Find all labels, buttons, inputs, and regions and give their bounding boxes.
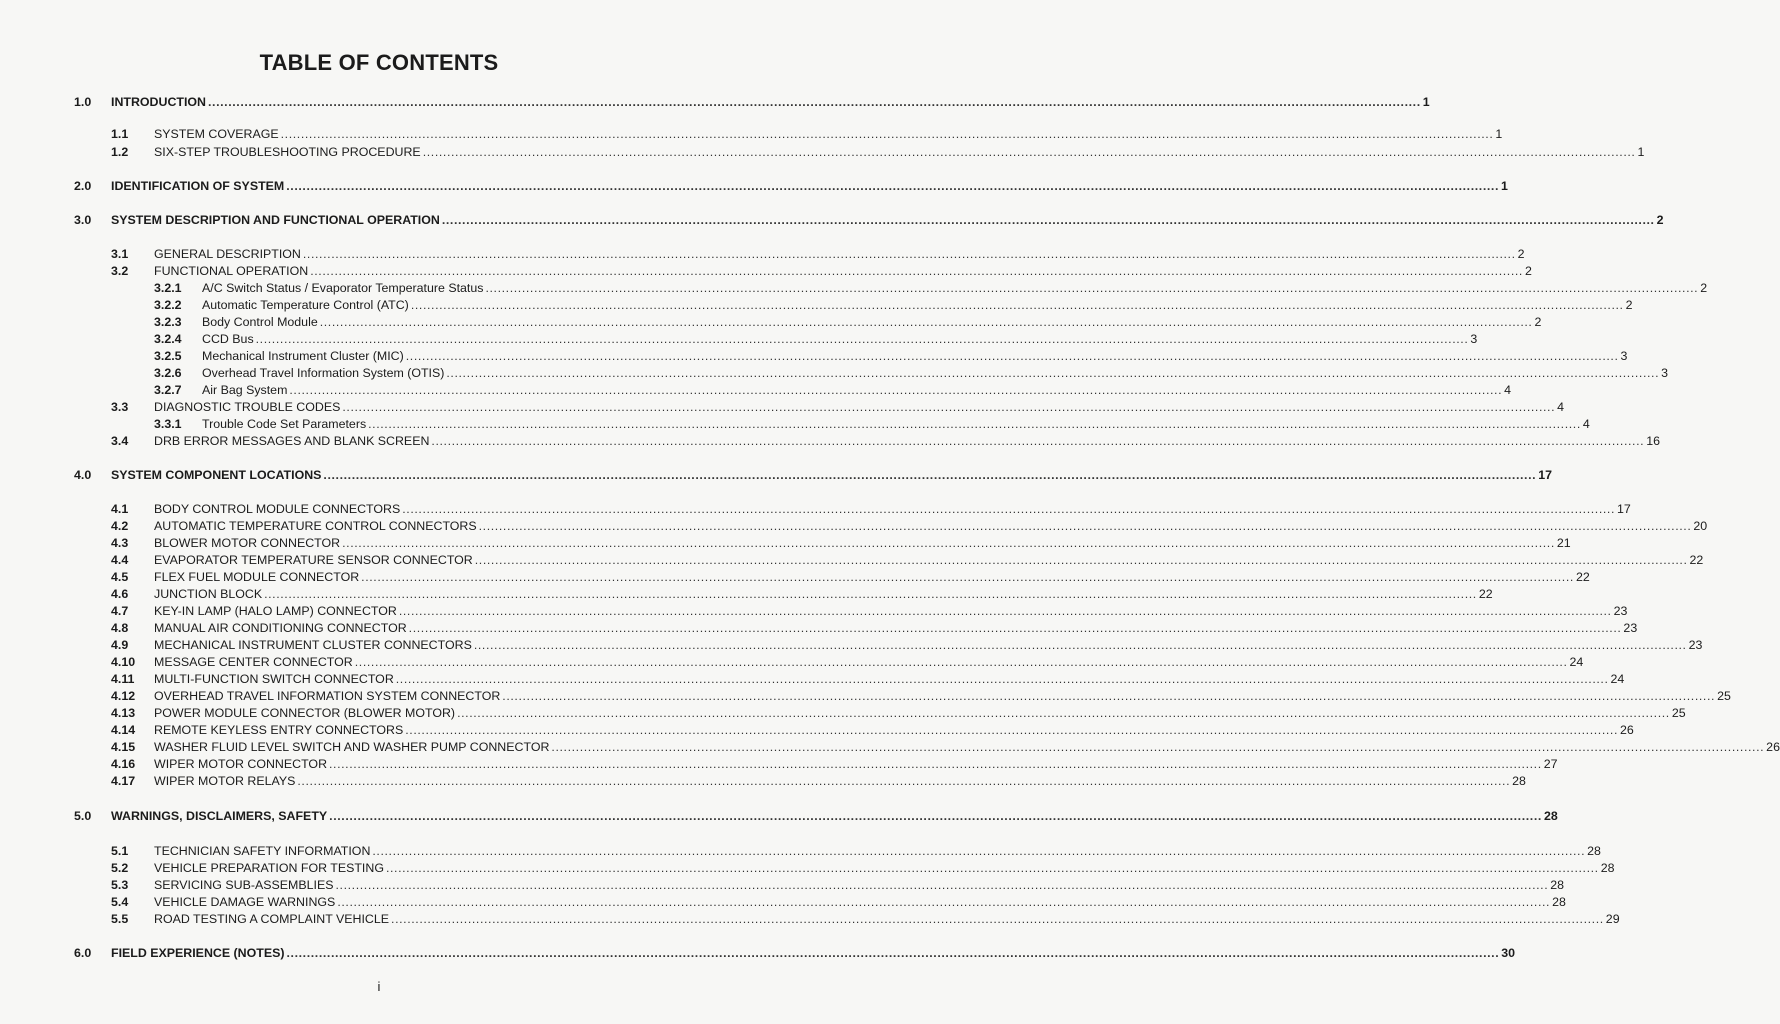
toc-entry-number: 4.11	[111, 672, 135, 686]
dot-leader: ............................................................................................................................................................................................................................................................................................................	[323, 468, 1537, 482]
toc-entry-number: 4.4	[111, 553, 129, 567]
dot-leader: ............................................................................................................................................................................................................................................................................................................	[310, 264, 1523, 278]
toc-entry-label: SYSTEM DESCRIPTION AND FUNCTIONAL OPERATION	[111, 213, 440, 227]
toc-entry[interactable]	[0, 314, 1542, 330]
toc-entry-label: AUTOMATIC TEMPERATURE CONTROL CONNECTORS	[154, 519, 477, 533]
toc-entry-page: 23	[1623, 621, 1638, 635]
dot-leader: ............................................................................................................................................................................................................................................................................................................	[391, 912, 1604, 926]
dot-leader: ............................................................................................................................................................................................................................................................................................................	[385, 861, 1599, 875]
toc-entry-line	[154, 637, 1703, 653]
toc-entry-number: 5.2	[111, 861, 129, 875]
toc-entry-label: GENERAL DESCRIPTION	[154, 247, 301, 261]
dot-leader: ............................................................................................................................................................................................................................................................................................................	[297, 774, 1511, 788]
toc-entry[interactable]	[0, 467, 1552, 483]
toc-entry-line	[154, 586, 1493, 602]
toc-entry-line	[111, 178, 1508, 194]
toc-entry-label: SERVICING SUB-ASSEMBLIES	[154, 878, 334, 892]
dot-leader: ............................................................................................................................................................................................................................................................................................................	[354, 655, 1568, 669]
toc-entry[interactable]	[0, 399, 1565, 415]
page-number: i	[377, 979, 381, 994]
toc-entry-line	[202, 280, 1708, 296]
toc-entry-page: 23	[1613, 604, 1628, 618]
dot-leader: ............................................................................................................................................................................................................................................................................................................	[474, 553, 1688, 567]
toc-entry-number: 3.4	[111, 434, 129, 448]
toc-entry-line	[202, 331, 1478, 347]
toc-entry-label: Automatic Temperature Control (ATC)	[202, 298, 409, 312]
dot-leader: ............................................................................................................................................................................................................................................................................................................	[408, 621, 1622, 635]
toc-entry-label: FIELD EXPERIENCE (NOTES)	[111, 946, 285, 960]
toc-entry-number: 4.6	[111, 587, 129, 601]
toc-entry[interactable]	[0, 552, 1704, 568]
toc-entry[interactable]	[0, 586, 1493, 602]
toc-entry-number: 4.9	[111, 638, 129, 652]
toc-entry-line	[202, 382, 1512, 398]
toc-entry[interactable]	[0, 365, 1669, 381]
toc-entry-line	[202, 314, 1542, 330]
toc-entry-page: 1	[1495, 127, 1503, 141]
toc-entry-label: Trouble Code Set Parameters	[202, 417, 367, 431]
toc-entry[interactable]	[0, 518, 1708, 534]
dot-leader: ............................................................................................................................................................................................................................................................................................................	[337, 895, 1551, 909]
toc-entry-number: 6.0	[74, 946, 92, 960]
dot-leader: ............................................................................................................................................................................................................................................................................................................	[329, 757, 1542, 771]
toc-entry-page: 24	[1610, 672, 1625, 686]
toc-entry-label: KEY-IN LAMP (HALO LAMP) CONNECTOR	[154, 604, 397, 618]
toc-entry-line	[154, 705, 1686, 721]
toc-entry[interactable]	[0, 688, 1731, 704]
toc-entry[interactable]	[0, 433, 1660, 449]
toc-entry-number: 4.5	[111, 570, 129, 584]
toc-entry[interactable]	[0, 843, 1601, 859]
toc-entry-page: 3	[1470, 332, 1478, 346]
toc-entry[interactable]	[0, 569, 1590, 585]
toc-entry-label: FLEX FUEL MODULE CONNECTOR	[154, 570, 360, 584]
toc-entry[interactable]	[0, 945, 1516, 961]
toc-entry-number: 5.5	[111, 912, 129, 926]
toc-entry[interactable]	[0, 860, 1615, 876]
toc-entry[interactable]	[0, 382, 1512, 398]
toc-entry-page: 22	[1689, 553, 1704, 567]
toc-entry-page: 2	[1524, 264, 1532, 278]
dot-leader: ............................................................................................................................................................................................................................................................................................................	[289, 383, 1503, 397]
toc-entry-number: 4.2	[111, 519, 129, 533]
dot-leader: ............................................................................................................................................................................................................................................................................................................	[398, 604, 1612, 618]
toc-entry-page: 28	[1600, 861, 1615, 875]
toc-entry-number: 4.17	[111, 774, 136, 788]
dot-leader: ............................................................................................................................................................................................................................................................................................................	[410, 298, 1624, 312]
toc-entry-page: 1	[1422, 95, 1430, 109]
toc-entry-line	[202, 348, 1628, 364]
toc-entry-label: REMOTE KEYLESS ENTRY CONNECTORS	[154, 723, 404, 737]
toc-entry-line	[154, 552, 1704, 568]
toc-entry-number: 3.3	[111, 400, 129, 414]
toc-entry-line	[202, 297, 1633, 313]
toc-entry-page: 2	[1625, 298, 1633, 312]
toc-entry-label: FUNCTIONAL OPERATION	[154, 264, 309, 278]
toc-entry-number: 4.8	[111, 621, 129, 635]
toc-entry-page: 2	[1700, 281, 1708, 295]
dot-leader: ............................................................................................................................................................................................................................................................................................................	[280, 127, 1494, 141]
toc-entry[interactable]	[0, 297, 1633, 313]
toc-entry-line	[154, 144, 1645, 160]
toc-entry-line	[154, 518, 1708, 534]
toc-entry-page: 28	[1552, 895, 1566, 909]
toc-entry[interactable]	[0, 246, 1525, 262]
toc-entry-page: 20	[1693, 519, 1708, 533]
toc-entry-line	[154, 894, 1566, 910]
toc-entry-label: MESSAGE CENTER CONNECTOR	[154, 655, 353, 669]
toc-entry-number: 5.0	[74, 809, 92, 823]
toc-entry-page: 25	[1671, 706, 1686, 720]
toc-entry[interactable]	[0, 416, 1590, 432]
toc-entry-line	[111, 808, 1558, 824]
toc-entry-number: 4.14	[111, 723, 136, 737]
toc-entry[interactable]	[0, 620, 1638, 636]
toc-entry-line	[154, 569, 1590, 585]
toc-entry-page: 28	[1543, 809, 1558, 823]
toc-entry-label: MANUAL AIR CONDITIONING CONNECTOR	[154, 621, 407, 635]
page-title: TABLE OF CONTENTS	[259, 50, 499, 75]
toc-entry[interactable]	[0, 348, 1628, 364]
toc-entry-page: 2	[1656, 213, 1664, 227]
toc-entry-number: 4.0	[74, 468, 92, 482]
toc-entry-page: 22	[1478, 587, 1493, 601]
toc-entry-label: IDENTIFICATION OF SYSTEM	[111, 179, 285, 193]
dot-leader: ............................................................................................................................................................................................................................................................................................................	[441, 213, 1655, 227]
toc-entry-line	[154, 739, 1780, 755]
toc-entry[interactable]	[0, 178, 1508, 194]
dot-leader: ............................................................................................................................................................................................................................................................................................................	[446, 366, 1660, 380]
toc-entry-number: 3.2	[111, 264, 129, 278]
dot-leader: ............................................................................................................................................................................................................................................................................................................	[208, 95, 1421, 109]
toc-entry[interactable]	[0, 894, 1566, 910]
toc-entry-page: 2	[1517, 247, 1525, 261]
toc-entry-page: 25	[1717, 689, 1731, 703]
dot-leader: ............................................................................................................................................................................................................................................................................................................	[335, 878, 1549, 892]
toc-entry-line	[154, 860, 1615, 876]
toc-entry[interactable]	[0, 756, 1558, 772]
toc-entry-label: WIPER MOTOR CONNECTOR	[154, 757, 328, 771]
dot-leader: ............................................................................................................................................................................................................................................................................................................	[473, 638, 1687, 652]
toc-entry-number: 1.1	[111, 127, 129, 141]
toc-entry-label: VEHICLE PREPARATION FOR TESTING	[154, 861, 384, 875]
toc-entry-label: POWER MODULE CONNECTOR (BLOWER MOTOR)	[154, 706, 456, 720]
toc-entry-line	[154, 501, 1631, 517]
toc-entry-page: 3	[1620, 349, 1628, 363]
toc-entry[interactable]	[0, 705, 1686, 721]
toc-entry-page: 22	[1575, 570, 1590, 584]
toc-entry-label: CCD Bus	[202, 332, 254, 346]
dot-leader: ............................................................................................................................................................................................................................................................................................................	[302, 247, 1516, 261]
toc-entry-number: 4.7	[111, 604, 129, 618]
toc-entry[interactable]	[0, 773, 1526, 789]
toc-entry[interactable]	[0, 535, 1571, 551]
toc-entry-number: 4.1	[111, 502, 129, 516]
toc-entry-page: 1	[1501, 179, 1508, 193]
toc-entry-number: 5.4	[111, 895, 129, 909]
dot-leader: ............................................................................................................................................................................................................................................................................................................	[405, 723, 1619, 737]
toc-entry-page: 28	[1587, 844, 1601, 858]
toc-entry[interactable]	[0, 722, 1634, 738]
toc-entry-page: 17	[1538, 468, 1552, 482]
toc-entry-line	[154, 399, 1565, 415]
toc-entry-line	[154, 756, 1558, 772]
dot-leader: ............................................................................................................................................................................................................................................................................................................	[372, 844, 1586, 858]
dot-leader: ............................................................................................................................................................................................................................................................................................................	[286, 946, 1500, 960]
toc-entry-page: 27	[1543, 757, 1558, 771]
toc-entry[interactable]	[0, 671, 1625, 687]
toc-entry-label: BODY CONTROL MODULE CONNECTORS	[154, 502, 401, 516]
toc-entry-line	[111, 212, 1664, 228]
toc-entry-label: OVERHEAD TRAVEL INFORMATION SYSTEM CONNECTOR	[154, 689, 501, 703]
toc-entry-line	[154, 535, 1571, 551]
toc-entry[interactable]	[0, 911, 1620, 927]
dot-leader: ............................................................................................................................................................................................................................................................................................................	[478, 519, 1692, 533]
toc-entry-line	[111, 467, 1552, 483]
toc-entry-line	[111, 94, 1430, 110]
toc-entry-label: Mechanical Instrument Cluster (MIC)	[202, 349, 404, 363]
toc-entry[interactable]	[0, 144, 1645, 160]
toc-entry-label: BLOWER MOTOR CONNECTOR	[154, 536, 341, 550]
toc-entry-number: 5.1	[111, 844, 129, 858]
dot-leader: ............................................................................................................................................................................................................................................................................................................	[431, 434, 1645, 448]
toc-entry-label: MULTI-FUNCTION SWITCH CONNECTOR	[154, 672, 394, 686]
toc-entry-line	[154, 126, 1503, 142]
toc-entry-line	[154, 246, 1525, 262]
toc-entry-label: JUNCTION BLOCK	[154, 587, 263, 601]
toc-entry-label: TECHNICIAN SAFETY INFORMATION	[154, 844, 371, 858]
toc-entry-label: DRB ERROR MESSAGES AND BLANK SCREEN	[154, 434, 430, 448]
toc-entry-page: 29	[1605, 912, 1620, 926]
dot-leader: ............................................................................................................................................................................................................................................................................................................	[319, 315, 1533, 329]
toc-entry[interactable]	[0, 126, 1503, 142]
toc-entry-page: 16	[1646, 434, 1660, 448]
toc-entry-line	[154, 688, 1731, 704]
toc-entry-page: 4	[1504, 383, 1512, 397]
toc-entry[interactable]	[0, 877, 1565, 893]
toc-entry-line	[154, 263, 1532, 279]
toc-entry-page: 28	[1550, 878, 1565, 892]
toc-entry[interactable]	[0, 808, 1558, 824]
toc-entry[interactable]	[0, 94, 1430, 110]
toc-entry-label: MECHANICAL INSTRUMENT CLUSTER CONNECTORS	[154, 638, 472, 652]
toc-entry-number: 3.0	[74, 213, 92, 227]
dot-leader: ............................................................................................................................................................................................................................................................................................................	[402, 502, 1616, 516]
dot-leader: ............................................................................................................................................................................................................................................................................................................	[405, 349, 1619, 363]
toc-entry-label: INTRODUCTION	[111, 95, 206, 109]
toc-entry-line	[154, 654, 1584, 670]
toc-entry-page: 4	[1557, 400, 1565, 414]
toc-entry-number: 3.1	[111, 247, 129, 261]
toc-entry-label: WIPER MOTOR RELAYS	[154, 774, 296, 788]
toc-entry-label: EVAPORATOR TEMPERATURE SENSOR CONNECTOR	[154, 553, 473, 567]
toc-entry-label: SYSTEM COMPONENT LOCATIONS	[111, 468, 322, 482]
toc-entry-number: 3.2.4	[154, 332, 182, 346]
toc-entry-page: 24	[1569, 655, 1584, 669]
toc-entry-label: SIX-STEP TROUBLESHOOTING PROCEDURE	[154, 145, 421, 159]
toc-entry-label: VEHICLE DAMAGE WARNINGS	[154, 895, 336, 909]
dot-leader: ............................................................................................................................................................................................................................................................................................................	[286, 179, 1500, 193]
toc-entry[interactable]	[0, 331, 1478, 347]
toc-entry-number: 2.0	[74, 179, 92, 193]
dot-leader: ............................................................................................................................................................................................................................................................................................................	[368, 417, 1581, 431]
dot-leader: ............................................................................................................................................................................................................................................................................................................	[502, 689, 1716, 703]
toc-entry-label: WARNINGS, DISCLAIMERS, SAFETY	[111, 809, 328, 823]
toc-entry-line	[202, 416, 1590, 432]
dot-leader: ............................................................................................................................................................................................................................................................................................................	[485, 281, 1699, 295]
dot-leader: ............................................................................................................................................................................................................................................................................................................	[255, 332, 1469, 346]
toc-entry-page: 23	[1688, 638, 1703, 652]
toc-entry-label: SYSTEM COVERAGE	[154, 127, 279, 141]
dot-leader: ............................................................................................................................................................................................................................................................................................................	[395, 672, 1609, 686]
dot-leader: ............................................................................................................................................................................................................................................................................................................	[361, 570, 1574, 584]
dot-leader: ............................................................................................................................................................................................................................................................................................................	[342, 400, 1556, 414]
toc-entry-page: 26	[1620, 723, 1634, 737]
dot-leader: ............................................................................................................................................................................................................................................................................................................	[422, 145, 1636, 159]
toc-entry-page: 17	[1617, 502, 1631, 516]
toc-entry-line	[154, 671, 1625, 687]
toc-entry-line	[111, 945, 1516, 961]
dot-leader: ............................................................................................................................................................................................................................................................................................................	[551, 740, 1765, 754]
toc-entry-number: 1.2	[111, 145, 129, 159]
toc-entry-number: 1.0	[74, 95, 92, 109]
toc-entry-line	[154, 773, 1526, 789]
toc-entry[interactable]	[0, 739, 1780, 755]
toc-entry-line	[202, 365, 1669, 381]
toc-entry[interactable]	[0, 654, 1584, 670]
toc-entry-page: 4	[1582, 417, 1590, 431]
toc-entry-line	[154, 877, 1565, 893]
toc-entry-label: Air Bag System	[202, 383, 288, 397]
toc-entry[interactable]	[0, 501, 1631, 517]
toc-entry-label: A/C Switch Status / Evaporator Temperature Status	[202, 281, 484, 295]
toc-entry[interactable]	[0, 212, 1664, 228]
toc-entry-page: 3	[1661, 366, 1669, 380]
toc-entry-number: 4.3	[111, 536, 129, 550]
toc-entry-label: DIAGNOSTIC TROUBLE CODES	[154, 400, 341, 414]
dot-leader: ............................................................................................................................................................................................................................................................................................................	[457, 706, 1670, 720]
toc-entry-number: 4.16	[111, 757, 136, 771]
toc-entry-page: 30	[1501, 946, 1516, 960]
toc-entry-number: 3.2.3	[154, 315, 182, 329]
toc-entry-number: 3.2.5	[154, 349, 182, 363]
toc-entry-number: 5.3	[111, 878, 129, 892]
toc-entry-number: 3.2.2	[154, 298, 182, 312]
toc-entry-line	[154, 843, 1601, 859]
toc-entry-line	[154, 433, 1660, 449]
dot-leader: ............................................................................................................................................................................................................................................................................................................	[342, 536, 1555, 550]
toc-entry-page: 26	[1766, 740, 1780, 754]
toc-entry-number: 3.2.6	[154, 366, 182, 380]
dot-leader: ............................................................................................................................................................................................................................................................................................................	[329, 809, 1542, 823]
toc-entry-number: 3.2.7	[154, 383, 182, 397]
toc-entry-number: 4.12	[111, 689, 136, 703]
toc-entry-number: 4.13	[111, 706, 136, 720]
toc-entry-line	[154, 620, 1638, 636]
toc-entry-line	[154, 911, 1620, 927]
toc-entry-page: 2	[1534, 315, 1542, 329]
toc-entry[interactable]	[0, 263, 1532, 279]
toc-entry-line	[154, 722, 1634, 738]
toc-entry[interactable]	[0, 603, 1628, 619]
toc-entry-page: 21	[1556, 536, 1571, 550]
toc-entry-number: 3.3.1	[154, 417, 182, 431]
toc-entry-number: 4.15	[111, 740, 136, 754]
toc-entry-line	[154, 603, 1628, 619]
toc-entry-label: Body Control Module	[202, 315, 318, 329]
toc-entry-label: ROAD TESTING A COMPLAINT VEHICLE	[154, 912, 390, 926]
toc-entry-label: WASHER FLUID LEVEL SWITCH AND WASHER PUMP CONNECTOR	[154, 740, 550, 754]
toc-entry-number: 4.10	[111, 655, 136, 669]
toc-entry-number: 3.2.1	[154, 281, 182, 295]
toc-entry-label: Overhead Travel Information System (OTIS)	[202, 366, 445, 380]
toc-entry-page: 28	[1512, 774, 1526, 788]
toc-entry-page: 1	[1637, 145, 1645, 159]
toc-entry[interactable]	[0, 637, 1703, 653]
toc-entry[interactable]	[0, 280, 1708, 296]
dot-leader: ............................................................................................................................................................................................................................................................................................................	[264, 587, 1477, 601]
